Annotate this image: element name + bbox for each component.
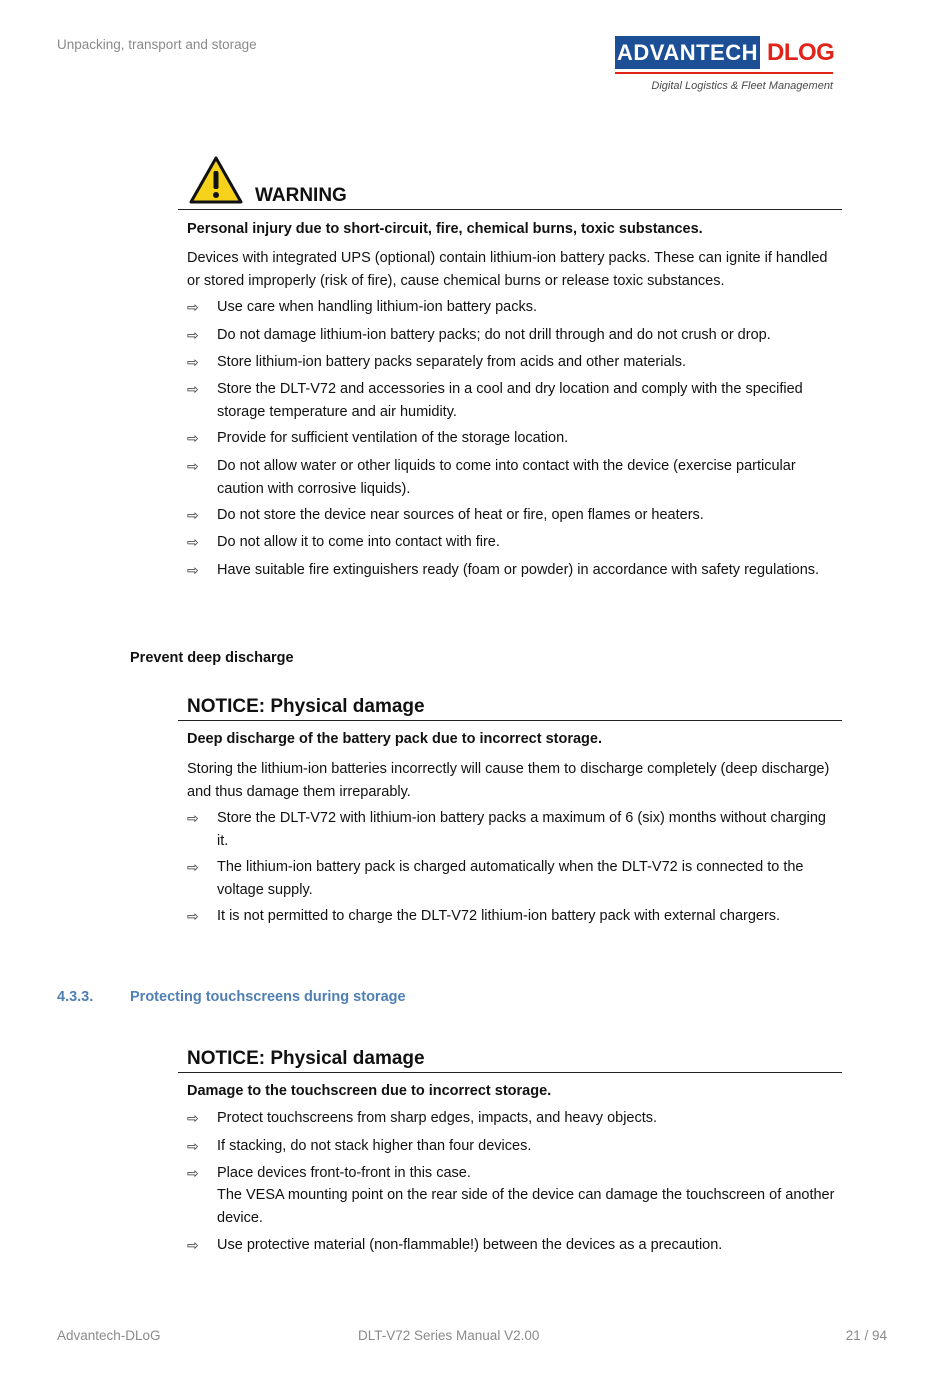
notice-intro: Storing the lithium-ion batteries incorrectly will cause them to discharge completely (deep discharge) and thus damage them irreparably. (187, 761, 830, 800)
arrow-right-icon: ⇨ (187, 354, 199, 370)
running-header-title: Unpacking, transport and storage (57, 37, 257, 52)
arrow-right-icon: ⇨ (187, 1165, 199, 1181)
arrow-right-icon: ⇨ (187, 381, 199, 397)
company-logo (615, 36, 835, 96)
footer-company: Advantech-DLoG (57, 1328, 161, 1343)
logo-underline (615, 72, 833, 74)
arrow-right-icon: ⇨ (187, 507, 199, 523)
list-item-note: The VESA mounting point on the rear side of the device can damage the touchscreen of another device. (217, 1187, 835, 1226)
arrow-right-icon: ⇨ (187, 1237, 199, 1253)
notice-divider (178, 720, 842, 721)
logo-tagline: Digital Logistics & Fleet Management (651, 80, 833, 92)
warning-divider (178, 209, 842, 210)
arrow-right-icon: ⇨ (187, 327, 199, 343)
arrow-right-icon: ⇨ (187, 562, 199, 578)
notice-subtitle: Damage to the touchscreen due to incorrect storage. (187, 1083, 552, 1099)
warning-intro: Devices with integrated UPS (optional) contain lithium-ion battery packs. These can ignite if handled or stored improperly (risk of fire), cause chemical burns or release toxic substances. (187, 250, 828, 289)
footer-page-number: 21 / 94 (845, 1328, 887, 1343)
arrow-right-icon: ⇨ (187, 430, 199, 446)
arrow-right-icon: ⇨ (187, 908, 199, 924)
arrow-right-icon: ⇨ (187, 534, 199, 550)
logo-brand: ADVANTECH (615, 36, 760, 69)
notice-title: NOTICE: Physical damage (187, 696, 425, 717)
notice-subtitle: Deep discharge of the battery pack due to incorrect storage. (187, 731, 602, 747)
notice-divider (178, 1072, 842, 1073)
subsection-heading: Prevent deep discharge (130, 650, 294, 666)
arrow-right-icon: ⇨ (187, 1138, 199, 1154)
arrow-right-icon: ⇨ (187, 1110, 199, 1126)
section-title: Protecting touchscreens during storage (130, 989, 406, 1005)
logo-sub-brand: DLOG (767, 39, 835, 66)
arrow-right-icon: ⇨ (187, 810, 199, 826)
section-number: 4.3.3. (57, 989, 94, 1005)
warning-triangle-icon (188, 155, 244, 205)
warning-title: WARNING (255, 185, 347, 206)
warning-subtitle: Personal injury due to short-circuit, fire, chemical burns, toxic substances. (187, 221, 703, 237)
arrow-right-icon: ⇨ (187, 299, 199, 315)
arrow-right-icon: ⇨ (187, 859, 199, 875)
notice-title: NOTICE: Physical damage (187, 1048, 425, 1069)
arrow-right-icon: ⇨ (187, 458, 199, 474)
footer-manual-title: DLT-V72 Series Manual V2.00 (358, 1328, 540, 1343)
